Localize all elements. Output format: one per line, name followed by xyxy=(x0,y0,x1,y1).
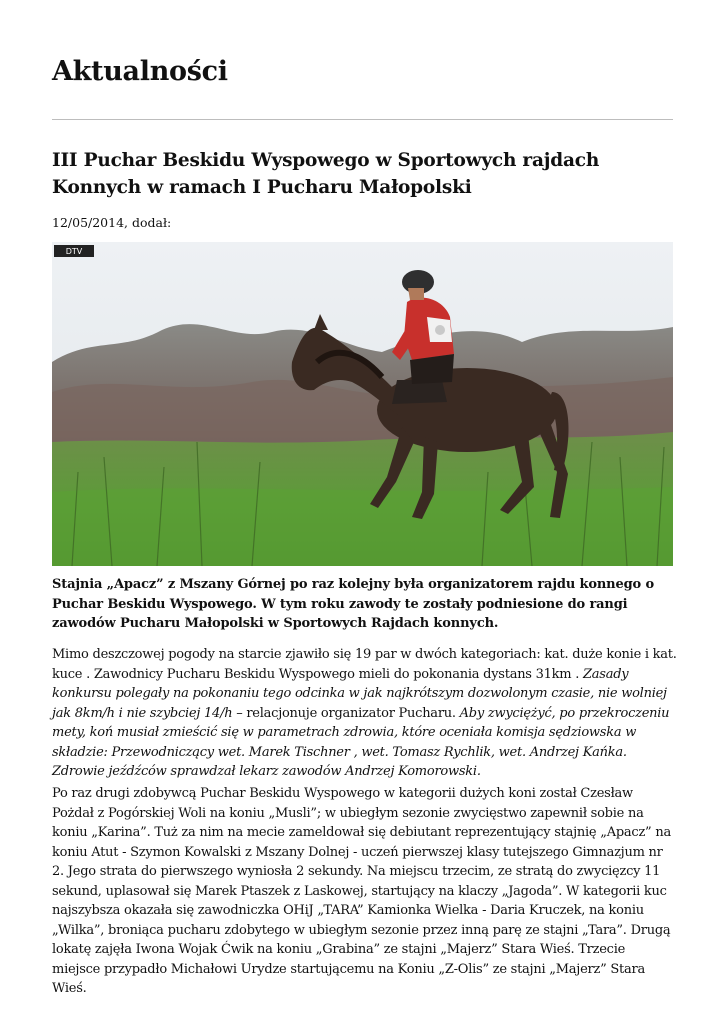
svg-text:DTV: DTV xyxy=(65,247,83,256)
paragraph-1-quote-b: Aby zwyciężyć, po przekroczeniu mety, koń musiał zmieścić się w parametrach zdrowia, które oceniała komisja sędziowska w składzie: Przewodniczący wet. Marek Tischner , wet. Tomasz Rychlik, wet. Andrzej Kańka. Zdrowie jeźdźców sprawdzał lekarz zawodów Andrzej Komorowski. xyxy=(52,705,670,779)
paragraph-1-part-c: – relacjonuje organizator Pucharu. xyxy=(232,705,460,721)
article-meta: 12/05/2014, dodał: xyxy=(52,215,172,230)
paragraph-1-quote-a: Zasady konkursu polegały na pokonaniu tego odcinka w jak najkrótszym dozwolonym czasie, nie wolniej jak 8km/h i nie szybciej 14/h xyxy=(52,666,667,721)
article-paragraph-2: Po raz drugi zdobywcą Puchar Beskidu Wyspowego w kategorii dużych koni został Czesław Pożdał z Pogórskiej Woli na koniu „Musli”; w ubiegłym sezonie zwycięstwo zapewnił sobie na koniu „Karina”. Tuż za nim na mecie zameldował się debiutant reprezentujący stajnię „Apacz” na koniu Atut - Szymon Kowalski z Mszany Dolnej - uczeń pierwszej klasy tutejszego Gimnazjum nr 2. Jego strata do pierwszego wyniosła 2 sekundy. Na miejscu trzecim, ze stratą do zwycięzcy 11 sekund, uplasował się Marek Ptaszek z Laskowej, startujący na klaczy „Jagoda”. W kategorii kuc najszybsza okazała się zawodniczka OHiJ „TARA” Kamionka Wielka - Daria Kruczek, na koniu „Wilka”, broniąca pucharu zdobytego w ubiegłym sezonie przez inną parę ze stajni „Tara”. Drugą lokatę zajęła Iwona Wojak Ćwik na koniu „Grabina” ze stajni „Majerz” Stara Wieś. Trzecie miejsce przypadło Michałowi Urydze startującemu na Koniu „Z-Olis” ze stajni „Majerz” Stara Wieś. xyxy=(52,786,671,996)
article-title[interactable]: III Puchar Beskidu Wyspowego w Sportowych rajdach Konnych w ramach I Pucharu Małopolski xyxy=(52,150,600,198)
photo-watermark xyxy=(54,245,94,257)
article-photo xyxy=(52,242,673,566)
section-title: Aktualności xyxy=(52,56,228,87)
article-lead: Stajnia „Apacz” z Mszany Górnej po raz kolejny była organizatorem rajdu konnego o Puchar Beskidu Wyspowego. W tym roku zawody te zostały podniesione do rangi zawodów Pucharu Małopolski w Sportowych Rajdach konnych. xyxy=(52,577,654,631)
divider xyxy=(52,119,673,120)
paragraph-1-part-a: Mimo deszczowej pogody na starcie zjawiło się 19 par w dwóch kategoriach: kat. duże konie i kat. kuce . Zawodnicy Pucharu Beskidu Wyspowego mieli do pokonania dystans 31km . xyxy=(52,647,677,682)
article-paragraph-1 xyxy=(52,645,677,782)
